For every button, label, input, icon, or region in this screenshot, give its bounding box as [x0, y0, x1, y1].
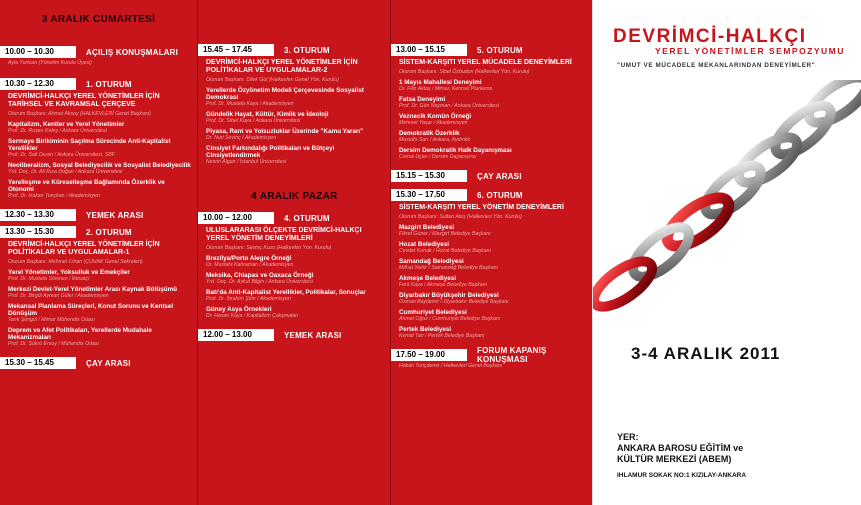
slot-session-2: [0, 226, 197, 238]
talk-title: Brezilya/Porto Alegre Örneği: [206, 255, 292, 262]
session-note: Oturum Başkanı: Ahmet Aksoy (HALKEVLERİ Genel Başkanı): [8, 111, 151, 117]
talk-item: [399, 130, 587, 143]
talk-item: [8, 286, 191, 299]
slot-time: 12.30 – 13.30: [0, 209, 76, 221]
venue-line-1: ANKARA BAROSU EĞİTİM ve: [617, 443, 744, 453]
session-note: Ayla Yurtcan (Yönetim Kurulu Üyesi): [8, 60, 92, 66]
talk-title: Cinsiyet Farkındalığı Politikaları ve Bütçeyi Cinsiyetlendirmek: [206, 145, 335, 159]
session-title: DEVRİMCİ-HALKÇI YEREL YÖNETİMLER İÇİN POLİTİKALAR VE UYGULAMALAR-1: [8, 241, 160, 256]
talk-title: Veznecik Komün Örneği: [399, 113, 472, 120]
talk-title: Güney Asya Örnekleri: [206, 306, 272, 313]
slot-label: 5. OTURUM: [477, 45, 523, 55]
slot-label: 4. OTURUM: [284, 213, 330, 223]
slot-lunch: [0, 209, 197, 221]
slot-time: 15.45 – 17.45: [198, 44, 274, 56]
slot-session-6: [391, 189, 593, 201]
slot-label: ÇAY ARASI: [86, 358, 131, 368]
talk-item: [399, 326, 587, 339]
session-title: SİSTEM-KARŞITI YEREL MÜCADELE DENEYİMLERİ: [399, 59, 572, 66]
event-date: 3-4 ARALIK 2011: [631, 344, 781, 363]
talk-title: Dersim Demokratik Halk Dayanışması: [399, 147, 512, 154]
talk-item: [399, 96, 587, 109]
talk-speaker: Dr. Hasan Kaya / Kapitalizm Çalışmaları: [206, 313, 299, 319]
talk-item: [8, 138, 191, 158]
session-note: Hakan Tunçdemir / Halkevleri Genel Başkanı: [399, 363, 503, 369]
slot-closing: [391, 346, 593, 364]
venue: [617, 432, 743, 465]
slot-time: 13.30 – 15.30: [0, 226, 76, 238]
talk-speaker: Mehmet Yaşar / Akademisyen: [399, 120, 468, 126]
slot-session-5: [391, 44, 593, 56]
talk-speaker: Dr. Nuri Sevinç / Akademisyen: [206, 135, 276, 141]
chain-links-icon: [593, 80, 861, 315]
talk-title: Meksika, Chiapas ve Oaxaca Örneği: [206, 272, 314, 279]
talk-title: Piyasa, Rant ve Yolsuzluklar Üzerinde "Kamu Yararı": [206, 128, 364, 135]
talk-title: Batı'da Anti-Kapitalist Yerellikler, Politikalar, Sonuçlar: [206, 289, 366, 296]
talk-title: Akmeşe Belediyesi: [399, 275, 457, 282]
talk-speaker: Tarık Şengül / Mimar Mühendis Odası: [8, 317, 95, 323]
slot-time: 10.00 – 10.30: [0, 46, 76, 58]
slot-label: AÇILIŞ KONUŞMALARI: [86, 47, 179, 57]
slot-label: 1. OTURUM: [86, 79, 132, 89]
session-title: DEVRİMCİ-HALKÇI YEREL YÖNETİMLER İÇİN POLİTİKALAR VE UYGULAMALAR-2: [206, 59, 358, 74]
talk-item: [399, 113, 587, 126]
slot-label: FORUM KAPANIŞ KONUŞMASI: [477, 346, 547, 364]
talk-item: [206, 128, 385, 141]
talk-speaker: Prof. Dr. Gün Nayman / Ankara Üniversitesi: [399, 103, 499, 109]
venue-line-2: KÜLTÜR MERKEZİ (ABEM): [617, 454, 732, 464]
talk-speaker: Cevdet Konak / Hozat Belediye Başkanı: [399, 248, 491, 254]
talk-speaker: Fikret Güner / Mazgirt Belediye Başkanı: [399, 231, 491, 237]
slot-time: 10.30 – 12.30: [0, 78, 76, 90]
talk-speaker: Mustafa Sarı / Ankara, Aydınlık: [399, 137, 471, 143]
talk-item: [399, 292, 587, 305]
slot-time: 15.30 – 15.45: [0, 357, 76, 369]
talk-item: [399, 309, 587, 322]
talk-item: [206, 255, 385, 268]
slot-opening: [0, 46, 197, 58]
slot-label: 3. OTURUM: [284, 45, 330, 55]
motto: "UMUT VE MÜCADELE MEKANLARINDAN DENEYİMLER": [617, 62, 816, 69]
talk-title: Yerellerde Özyönetim Modeli Çerçevesinde Sosyalist Demokrasi: [206, 87, 364, 101]
talk-item: [8, 269, 191, 282]
talk-speaker: Yrd. Doç. Dr. Ali Rıza Doğan / Ankara Üniversitesi: [8, 169, 123, 175]
talk-speaker: Dr. Mustafa Kahraman / Akademisyen: [206, 262, 294, 268]
talk-item: [206, 289, 385, 302]
slot-session-4: [198, 212, 391, 224]
talk-speaker: Prof. Dr. Mustafa Sönmez / İktisatçı: [8, 276, 90, 282]
talk-item: [206, 145, 385, 165]
talk-speaker: Prof. Dr. Sibel Kaya / Ankara Üniversitesi: [206, 118, 301, 124]
talk-title: Gündelik Hayat, Kültür, Kimlik ve İdeoloji: [206, 111, 329, 118]
talk-title: Pertek Belediyesi: [399, 326, 452, 333]
talk-item: [206, 111, 385, 124]
talk-speaker: Prof. Dr. Hakan Tunçkan / Akademisyen: [8, 193, 100, 199]
talk-item: [206, 272, 385, 285]
talk-item: [8, 179, 191, 199]
slot-break-2: [391, 170, 593, 182]
brand-title: DEVRİMCİ-HALKÇI: [613, 26, 807, 47]
talk-title: Kapitalizm, Kentler ve Yerel Yönetimler: [8, 121, 125, 128]
program-panel-day2: [390, 0, 593, 505]
talk-title: Merkezi Devlet-Yerel Yönetimler Arası Kaynak Bölüşümü: [8, 286, 178, 293]
session-note: Oturum Başkanı: Dilek Gül (Halkevleri Genel Yön. Kurulu): [206, 77, 339, 83]
talk-title: Mazgirt Belediyesi: [399, 224, 454, 231]
talk-item: [8, 121, 191, 134]
talk-item: [206, 306, 385, 319]
slot-time: 15.30 – 17.50: [391, 189, 467, 201]
talk-speaker: Cemal Uçan / Dersim Dayanışma: [399, 154, 476, 160]
slot-time: 17.50 – 19.00: [391, 349, 467, 361]
talk-speaker: Ahmet Oğuz / Cumhuriyet Belediye Başkanı: [399, 316, 501, 322]
slot-session-1: [0, 78, 197, 90]
brand-subtitle: YEREL YÖNETİMLER SEMPOZYUMU: [655, 46, 845, 56]
talk-title: 1 Mayıs Mahallesi Deneyimi: [399, 79, 482, 86]
talk-title: Yerelleşme ve Küreselleşme Bağlamında Özerklik ve Otonomi: [8, 179, 165, 193]
slot-break: [0, 357, 197, 369]
slot-time: 13.00 – 15.15: [391, 44, 467, 56]
program-panel-day1-morning: [0, 0, 197, 505]
talk-title: Deprem ve Afet Politikaları, Yerellerde Mudahale Mekanizmaları: [8, 327, 152, 341]
session-title: ULUSLARARASI ÖLÇEKTE DEVRİMCİ-HALKÇI YEREL YÖNETİM DENEYİMLERİ: [206, 227, 362, 242]
talk-speaker: Dr. Filiz Aktaş / Mimar, Kentsel Planlama: [399, 86, 493, 92]
talk-speaker: Prof. Dr. Ruşen Keleş / Ankara Üniversitesi: [8, 128, 107, 134]
slot-session-3: [198, 44, 391, 56]
talk-speaker: Prof. Dr. Şükrü Ersoy / Mühendis Odası: [8, 341, 99, 347]
talk-title: Yerel Yönetimler, Yoksulluk ve Emekçiler: [8, 269, 130, 276]
talk-speaker: Kemal Tan / Pertek Belediye Başkanı: [399, 333, 485, 339]
talk-title: Demokratik Özerklik: [399, 130, 460, 137]
talk-title: Hozat Belediyesi: [399, 241, 450, 248]
day-title: 4 ARALIK PAZAR: [251, 191, 338, 202]
talk-speaker: Ferit Kaya / Akmeşe Belediye Başkanı: [399, 282, 488, 288]
slot-label: 2. OTURUM: [86, 227, 132, 237]
talk-speaker: Prof. Dr. İbrahim Şirin / Akademisyen: [206, 296, 291, 302]
slot-time: 12.00 – 13.00: [198, 329, 274, 341]
talk-title: Sermaye Birikiminin Saçılma Sürecinde Anti-Kapitalist Yerellikler: [8, 138, 171, 152]
talk-speaker: Prof. Dr. Mustafa Kaya / Akademisyen: [206, 101, 294, 107]
talk-item: [8, 303, 191, 323]
slot-lunch-2: [198, 329, 391, 341]
talk-item: [399, 258, 587, 271]
talk-title: Samandağ Belediyesi: [399, 258, 464, 265]
session-note: Oturum Başkanı: Sibel Özbudun (Halkevleri Yön. Kurulu): [399, 69, 530, 75]
venue-label: YER:: [617, 432, 639, 442]
cover-panel: [592, 0, 861, 505]
talk-item: [8, 162, 191, 175]
talk-speaker: Prof. Dr. Birgül Ayman Güler / Akademisyen: [8, 293, 109, 299]
slot-label: YEMEK ARASI: [86, 210, 144, 220]
slot-label: ÇAY ARASI: [477, 171, 522, 181]
talk-item: [399, 275, 587, 288]
program-panel-day1-afternoon: [197, 0, 391, 505]
chain-illustration: [593, 80, 861, 330]
talk-speaker: Yrd. Doç. Dr. Aykut Bilgin / Ankara Üniversitesi: [206, 279, 313, 285]
talk-title: Cumhuriyet Belediyesi: [399, 309, 467, 316]
talk-item: [399, 147, 587, 160]
talk-speaker: Mithat Nehir / Samandağ Belediye Başkanı: [399, 265, 498, 271]
talk-speaker: Nesrin Algan / İstanbul Üniversitesi: [206, 159, 287, 165]
session-note: Oturum Başkanı: Sultan Ateş (Halkevleri Yön. Kurulu): [399, 214, 522, 220]
talk-title: Fatsa Deneyimi: [399, 96, 446, 103]
talk-item: [399, 79, 587, 92]
session-note: Oturum Başkanı: Mehmet Cihan (ÇUHAK Genel Sekreteri): [8, 259, 143, 265]
session-title: DEVRİMCİ-HALKÇI YEREL YÖNETİMLER İÇİN TARİHSEL VE KAVRAMSAL ÇERÇEVE: [8, 93, 160, 108]
talk-title: Mekansal Planlama Süreçleri, Konut Sorunu ve Kentsel Dönüşüm: [8, 303, 174, 317]
talk-speaker: Osman Baydemir / Diyarbakır Belediye Başkanı: [399, 299, 509, 305]
day-title: 3 ARALIK CUMARTESİ: [41, 14, 156, 25]
slot-label: 6. OTURUM: [477, 190, 523, 200]
talk-speaker: Prof. Dr. Sait Duran / Ankara Üniversitesi, SBF: [8, 152, 115, 158]
talk-title: Diyarbakır Büyükşehir Belediyesi: [399, 292, 499, 299]
talk-item: [399, 241, 587, 254]
talk-item: [206, 87, 385, 107]
talk-title: Neoliberalizm, Sosyal Belediyecilik ve Sosyalist Belediyecilik: [8, 162, 191, 169]
talk-item: [399, 224, 587, 237]
talk-item: [8, 327, 191, 347]
session-title: SİSTEM-KARŞITI YEREL YÖNETİM DENEYİMLERİ: [399, 204, 564, 211]
slot-time: 15.15 – 15.30: [391, 170, 467, 182]
session-note: Oturum Başkanı: Sevinç Kuzu (Halkevleri Yön. Kurulu): [206, 245, 332, 251]
slot-time: 10.00 – 12.00: [198, 212, 274, 224]
venue-address: IHLAMUR SOKAK NO:1 KIZILAY-ANKARA: [617, 472, 747, 479]
slot-label: YEMEK ARASI: [284, 330, 342, 340]
